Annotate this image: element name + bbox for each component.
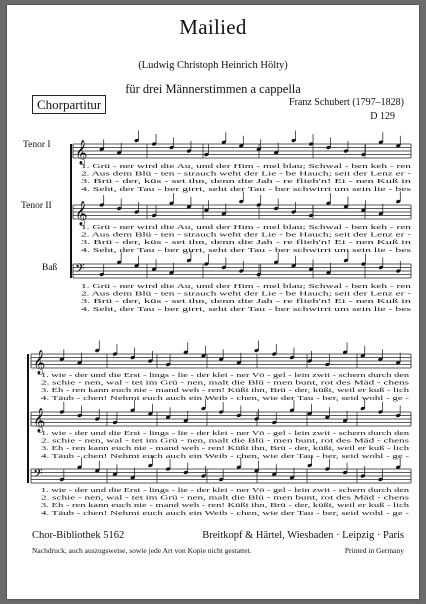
library-number: Chor-Bibliothek 5162 bbox=[32, 530, 125, 541]
score-type-badge: Chorpartitur bbox=[32, 95, 106, 114]
composer-credit: Franz Schubert (1797–1828) bbox=[289, 97, 404, 108]
sys2-tenor1-staff-lyrics: 2. schie - nen, wal - tet im Grü - nen, malt die Blü - men bunt, rot des Mäd - chens bbox=[41, 380, 411, 387]
sys2-tenor2-staff-lyrics: 4. Täub - chen! Nehmt euch auch ein Weib - chen, wie der Tau - ber, seid wohl - ge - bbox=[41, 453, 409, 460]
tenor2-staff-lyrics: 3. Brü - der, küs - set ihn, denn die Jah - re flieh'n! Ei - nen Kuß in bbox=[81, 240, 241, 247]
sys2-tenor1-staff-lyrics: 1. wie - der und die Erst - lings - lie - der klei - ner Vö - gel - lein zwit - schern durch den bbox=[41, 373, 409, 379]
catalog-number: D 129 bbox=[370, 111, 395, 122]
part-name-bass: Baß bbox=[42, 263, 58, 273]
tenor2-staff-lyrics: 4. Seht, der Tau - ber girrt, seht der Tau - ber schwirrt um sein lie - bes bbox=[81, 247, 413, 254]
part-name-tenor2: Tenor II bbox=[21, 201, 52, 211]
bass-staff-lyrics: 2. Aus dem Blü - ten - strauch weht der Lie - be Hauch; seit der Lenz er - bbox=[81, 291, 411, 298]
tenor2-staff-lyrics: 1. Grü - ner wird die Au, und der Him - mel blau; Schwal - ben keh - ren bbox=[81, 225, 411, 231]
voicing-line: für drei Männerstimmen a cappella bbox=[125, 82, 301, 96]
tenor1-staff-lyrics: 3. Brü - der, küs - set ihn, denn die Jah - re flieh'n! Ei - nen Kuß in bbox=[81, 179, 241, 186]
part-name-tenor1: Tenor I bbox=[23, 140, 51, 150]
tenor1-staff-lyrics: 4. Seht, der Tau - ber girrt, seht der Tau - ber schwirrt um sein lie - bes bbox=[81, 186, 413, 193]
bass-staff-clef: 𝄢 bbox=[75, 261, 85, 279]
tenor1-staff-clef: 𝄞 bbox=[75, 140, 88, 164]
sys2-tenor2-staff-lyrics: 1. wie - der und die Erst - lings - lie - der klei - ner Vö - gel - lein zwit - schern durch den bbox=[41, 431, 409, 437]
sys2-bass-staff-lyrics: 2. schie - nen, wal - tet im Grü - nen, malt die Blü - men bunt, rot des Mäd - chens bbox=[41, 495, 411, 502]
poet-credit: (Ludwig Christoph Heinrich Hölty) bbox=[138, 60, 288, 71]
tenor1-staff-lyrics: 1. Grü - ner wird die Au, und der Him - mel blau; Schwal - ben keh - ren bbox=[81, 164, 411, 170]
sys2-bass-staff-lyrics: 1. wie - der und die Erst - lings - lie - der klei - ner Vö - gel - lein zwit - schern durch den bbox=[41, 488, 409, 494]
sys2-tenor2-staff-lyrics: 3. Eh - ren kann euch nie - mand weh - ren! Küßt ihn, Brü - der, küßt, weil er kuß - lich bbox=[41, 446, 251, 453]
music-notation bbox=[7, 5, 419, 599]
bass-staff-lyrics: 1. Grü - ner wird die Au, und der Him - mel blau; Schwal - ben keh - ren bbox=[81, 284, 411, 290]
sys2-tenor2-staff-lyrics: 2. schie - nen, wal - tet im Grü - nen, malt die Blü - men bunt, rot des Mäd - chens bbox=[41, 438, 411, 445]
sys2-tenor2-staff-clef: 𝄞 bbox=[33, 408, 46, 432]
bass-staff-lyrics: 3. Brü - der, küs - set ihn, denn die Jah - re flieh'n! Ei - nen Kuß in bbox=[81, 299, 241, 306]
sys2-bass-staff-clef: 𝄢 bbox=[33, 466, 43, 484]
score-page bbox=[7, 5, 419, 599]
printed-line: Printed in Germany bbox=[344, 546, 404, 555]
copyright-note: Nachdruck, auch auszugsweise, sowie jede Art von Kopie nicht gestattet. bbox=[32, 546, 252, 555]
sys2-tenor1-staff-lyrics: 4. Täub - chen! Nehmt euch auch ein Weib - chen, wie der Tau - ber, seid wohl - ge - bbox=[41, 395, 409, 402]
bass-staff-lyrics: 4. Seht, der Tau - ber girrt, seht der Tau - ber schwirrt um sein lie - bes bbox=[81, 306, 413, 313]
sys2-tenor1-staff-clef: 𝄞 bbox=[33, 350, 46, 374]
song-title: Mailied bbox=[179, 15, 247, 39]
sys2-tenor1-staff-lyrics: 3. Eh - ren kann euch nie - mand weh - ren! Küßt ihn, Brü - der, küßt, weil er kuß - lich bbox=[41, 388, 251, 395]
publisher-line: Breitkopf & Härtel, Wiesbaden · Leipzig · Paris bbox=[202, 530, 404, 541]
tenor2-staff-lyrics: 2. Aus dem Blü - ten - strauch weht der Lie - be Hauch; seit der Lenz er - bbox=[81, 232, 411, 239]
tenor1-staff-lyrics: 2. Aus dem Blü - ten - strauch weht der Lie - be Hauch; seit der Lenz er - bbox=[81, 171, 411, 178]
sys2-bass-staff-lyrics: 3. Eh - ren kann euch nie - mand weh - ren! Küßt ihn, Brü - der, küßt, weil er kuß - lich bbox=[41, 503, 251, 510]
sys2-bass-staff-lyrics: 4. Täub - chen! Nehmt euch auch ein Weib - chen, wie der Tau - ber, seid wohl - ge - bbox=[41, 510, 409, 517]
tenor2-staff-clef: 𝄞 bbox=[75, 201, 88, 225]
